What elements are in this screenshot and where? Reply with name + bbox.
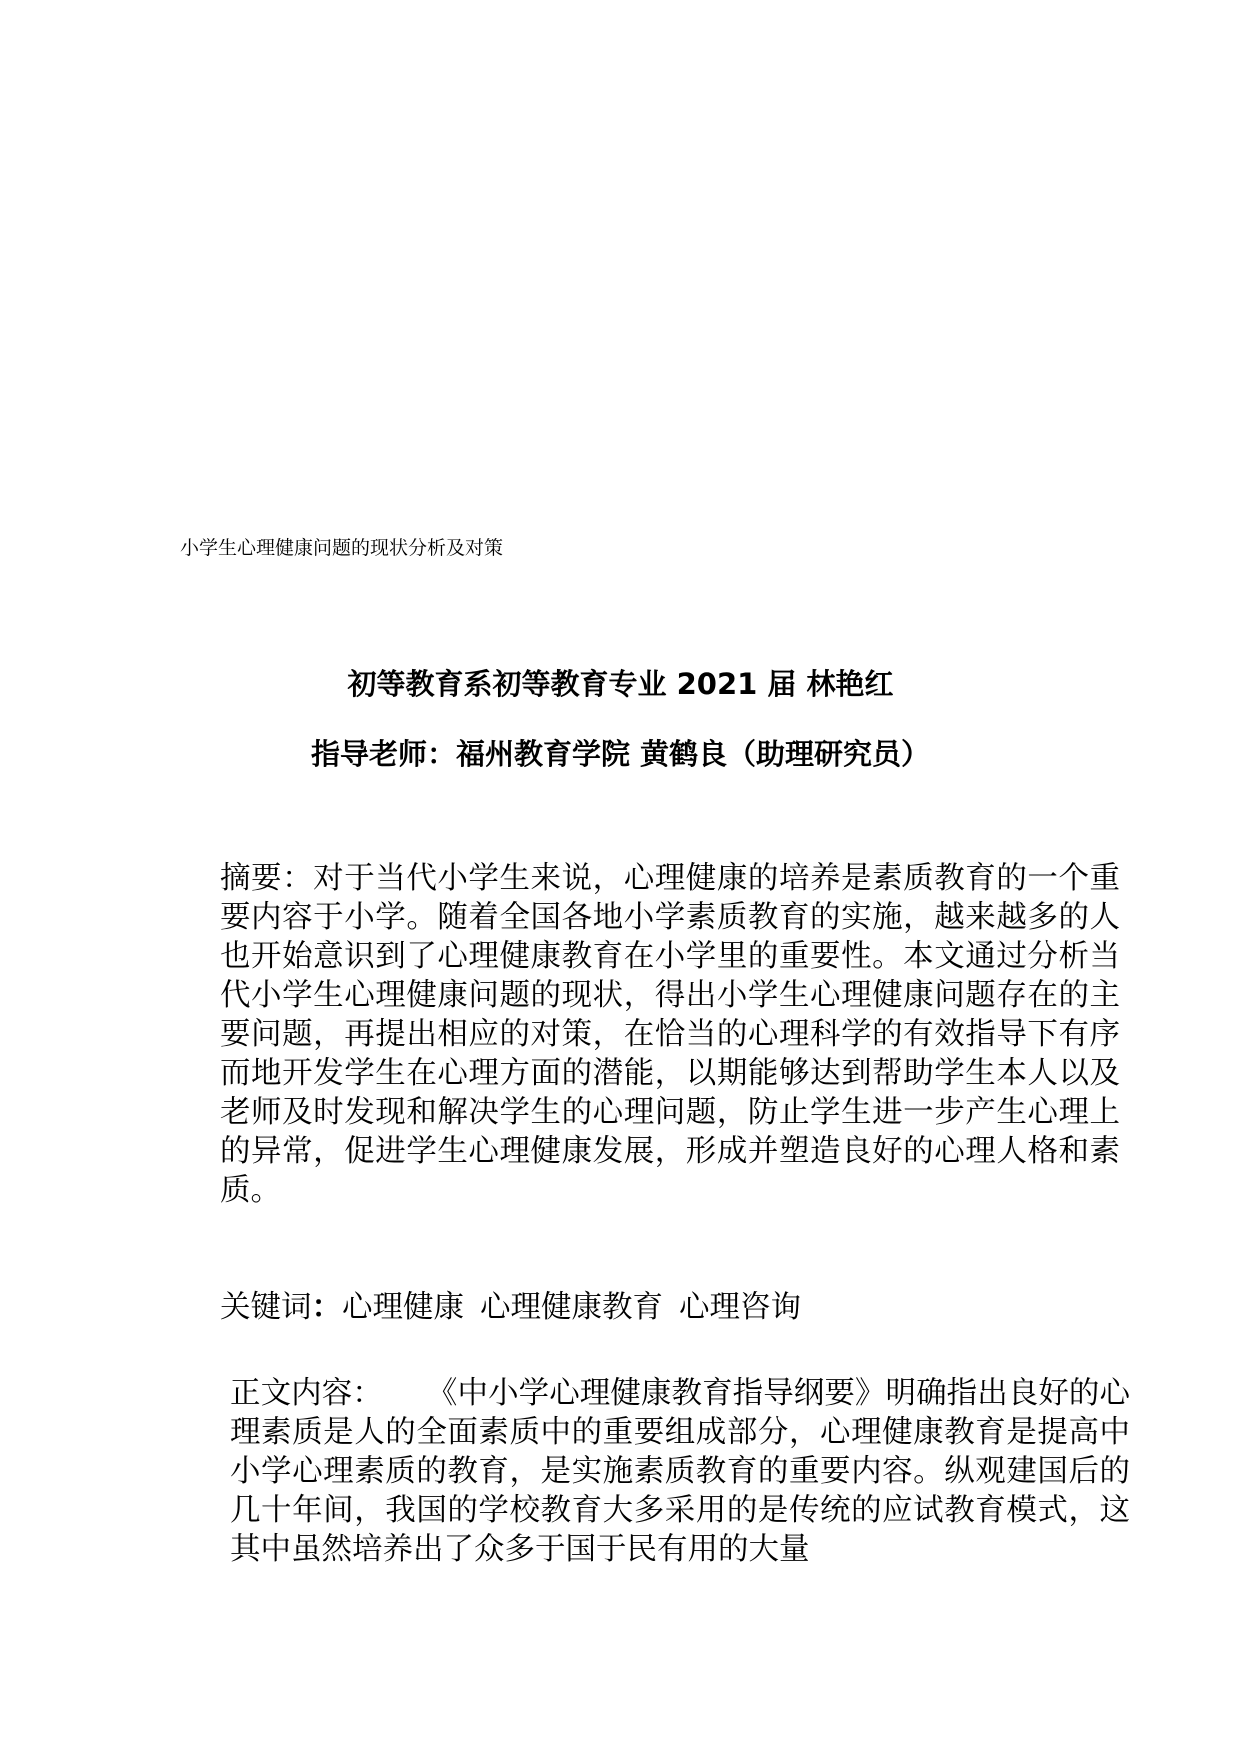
author-line: 初等教育系初等教育专业 2021 届 林艳红: [347, 667, 894, 701]
advisor-line: 指导老师：福州教育学院 黄鹤良（助理研究员）: [310, 737, 931, 771]
document-heading: 小学生心理健康问题的现状分析及对策: [180, 537, 504, 559]
keyword-item: 心理健康教育: [480, 1290, 663, 1325]
keyword-item: 心理健康: [342, 1290, 464, 1325]
keywords-label: 关键词: [220, 1290, 312, 1325]
main-text-body: 《中小学心理健康教育指导纲要》明确指出良好的心理素质是人的全面素质中的重要组成部分，心理健康教育是提高中小学心理素质的教育，是实施素质教育的重要内容。纵观建国后的几十年间，我国的学校教育大多采用的是传统的应试教育模式，这其中虽然培养出了众多于国于民有用的大量: [230, 1376, 1131, 1567]
keywords-separator: ：: [311, 1290, 342, 1325]
keywords-paragraph: [180, 1288, 1120, 1327]
main-text-label: 正文内容：: [230, 1376, 383, 1411]
abstract-paragraph: 摘要：对于当代小学生来说，心理健康的培养是素质教育的一个重要内容于小学。随着全国各地小学素质教育的实施，越来越多的人也开始意识到了心理健康教育在小学里的重要性。本文通过分析当代小学生心理健康问题的现状，得出小学生心理健康问题存在的主要问题，再提出相应的对策，在恰当的心理科学的有效指导下有序而地开发学生在心理方面的潜能，以期能够达到帮助学生本人以及老师及时发现和解决学生的心理问题，防止学生进一步产生心理上的异常，促进学生心理健康发展，形成并塑造良好的心理人格和素质。: [220, 861, 1120, 1208]
main-text-paragraph: [180, 1374, 1130, 1569]
keyword-item: 心理咨询: [679, 1290, 801, 1325]
